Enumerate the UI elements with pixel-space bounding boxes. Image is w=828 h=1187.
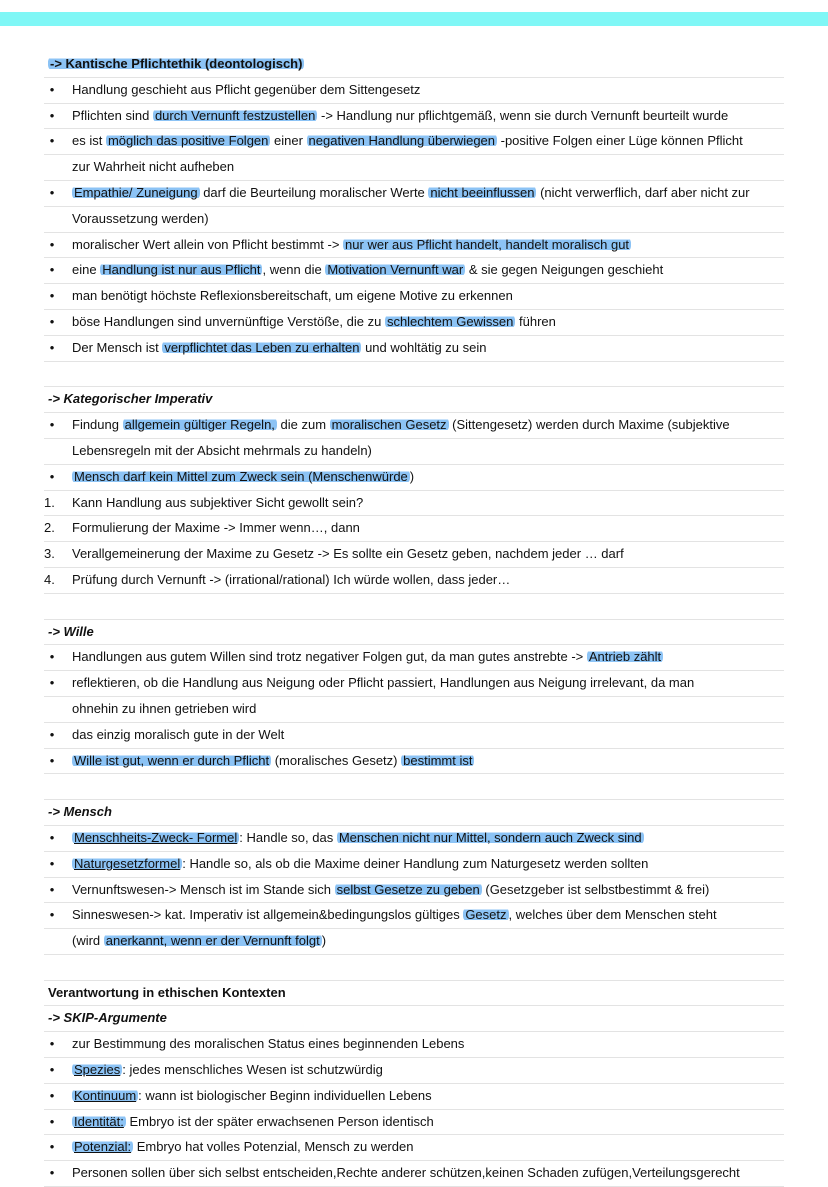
numbered-item bbox=[44, 491, 784, 517]
text-segment: eine bbox=[72, 262, 101, 278]
text-segment: (moralisches Gesetz) bbox=[271, 752, 402, 768]
text-segment: Personen sollen über sich selbst entscheiden,Rechte anderer schützen,keinen Schaden zufügen,Verteilungsgerecht bbox=[72, 1165, 740, 1181]
highlighted-text: Spezies bbox=[74, 1062, 121, 1078]
highlighted-text: schlechtem Gewissen bbox=[386, 313, 514, 329]
list-item: • zur Bestimmung des moralischen Status eines beginnenden Lebens bbox=[44, 1032, 784, 1058]
highlighted-text: Wille ist gut, wenn er durch Pflicht bbox=[74, 752, 270, 768]
text-segment: 4. bbox=[44, 571, 55, 587]
text-segment: moralischer Wert allein von Pflicht bestimmt -> bbox=[72, 236, 344, 252]
text-segment: (wird bbox=[72, 933, 104, 949]
text-segment: -positive Folgen einer Lüge können Pflicht bbox=[497, 133, 743, 149]
blank-line bbox=[44, 955, 784, 981]
text-segment: 1. bbox=[44, 494, 55, 510]
list-item: • böse Handlungen sind unvernünftige Verstöße, die zu schlechtem Gewissen führen bbox=[44, 310, 784, 336]
text-segment: es ist bbox=[72, 133, 106, 149]
highlighted-text: Potenzial: bbox=[74, 1139, 132, 1155]
text-segment: & sie gegen Neigungen geschieht bbox=[465, 262, 664, 278]
list-item: • Handlung geschieht aus Pflicht gegenüber dem Sittengesetz bbox=[44, 78, 784, 104]
text-segment: -> Handlung nur pflichtgemäß, wenn sie durch Vernunft beurteilt wurde bbox=[317, 107, 729, 123]
text-segment: Findung bbox=[72, 417, 123, 433]
list-item-continuation bbox=[44, 439, 784, 465]
highlighted-text: selbst Gesetze zu geben bbox=[336, 881, 480, 897]
section-heading-mensch bbox=[44, 800, 784, 826]
text-segment: Lebensregeln mit der Absicht mehrmals zu handeln) bbox=[72, 442, 372, 458]
highlighted-text: allgemein gültiger Regeln, bbox=[124, 417, 275, 433]
list-item-continuation bbox=[44, 155, 784, 181]
text-segment: Embryo ist der später erwachsenen Person identisch bbox=[125, 1113, 434, 1129]
text-segment: man benötigt höchste Reflexionsbereitschaft, um eigene Motive zu erkennen bbox=[72, 288, 513, 304]
numbered-item bbox=[44, 516, 784, 542]
list-item: • Findung allgemein gültiger Regeln, die zum moralischen Gesetz (Sittengesetz) werden durch Maxime (subjektive bbox=[44, 413, 784, 439]
text-segment: -> Wille bbox=[48, 623, 94, 639]
list-item: • Vernunftswesen-> Mensch ist im Stande sich selbst Gesetze zu geben (Gesetzgeber ist selbstbestimmt & frei) bbox=[44, 878, 784, 904]
highlighted-text: moralischen Gesetz bbox=[331, 417, 447, 433]
highlighted-text: Mensch darf kein Mittel zum Zweck sein (Menschenwürde bbox=[74, 468, 408, 484]
notes-page bbox=[0, 52, 828, 1187]
list-item: • Personen sollen über sich selbst entscheiden,Rechte anderer schützen,keinen Schaden zufügen,Verteilungsgerecht bbox=[44, 1161, 784, 1187]
text-segment: -> Kategorischer Imperativ bbox=[48, 391, 213, 407]
section-heading-pflichtethik bbox=[44, 52, 784, 78]
list-item: • reflektieren, ob die Handlung aus Neigung oder Pflicht passiert, Handlungen aus Neigung irrelevant, da man bbox=[44, 671, 784, 697]
highlighted-text: Gesetz bbox=[465, 907, 507, 923]
text-segment: : wann ist biologischer Beginn individuellen Lebens bbox=[138, 1087, 432, 1103]
text-segment: führen bbox=[515, 313, 556, 329]
text-segment: Vernunftswesen-> Mensch ist im Stande sich bbox=[72, 881, 335, 897]
highlighted-text: Menschen nicht nur Mittel, sondern auch Zweck sind bbox=[338, 829, 642, 845]
text-segment: einer bbox=[270, 133, 307, 149]
section-heading-wille bbox=[44, 620, 784, 646]
text-segment: , welches über dem Menschen steht bbox=[508, 907, 717, 923]
text-segment: (Gesetzgeber ist selbstbestimmt & frei) bbox=[481, 881, 710, 897]
text-segment: ) bbox=[409, 468, 415, 484]
list-item: • Sinneswesen-> kat. Imperativ ist allgemein&bedingungslos gültiges Gesetz , welches über dem Menschen steht bbox=[44, 903, 784, 929]
list-item: • Der Mensch ist verpflichtet das Leben zu erhalten und wohltätig zu sein bbox=[44, 336, 784, 362]
highlighted-text: Handlung ist nur aus Pflicht bbox=[102, 262, 261, 278]
text-segment: und wohltätig zu sein bbox=[361, 339, 487, 355]
list-item: • Empathie/ Zuneigung darf die Beurteilung moralischer Werte nicht beeinflussen (nicht verwerflich, darf aber nicht zur bbox=[44, 181, 784, 207]
list-item: • Pflichten sind durch Vernunft festzustellen -> Handlung nur pflichtgemäß, wenn sie durch Vernunft beurteilt wurde bbox=[44, 104, 784, 130]
highlighted-text: nicht beeinflussen bbox=[430, 184, 535, 200]
text-segment: -> SKIP-Argumente bbox=[48, 1010, 167, 1026]
text-segment: ) bbox=[321, 933, 327, 949]
text-segment: Prüfung durch Vernunft -> (irrational/rational) Ich würde wollen, dass jeder… bbox=[72, 571, 511, 587]
highlighted-text: negativen Handlung überwiegen bbox=[308, 133, 496, 149]
text-segment: darf die Beurteilung moralischer Werte bbox=[199, 184, 429, 200]
top-color-bar bbox=[0, 12, 828, 26]
highlighted-text: Identität: bbox=[74, 1113, 124, 1129]
highlighted-text: Menschheits-Zweck- Formel bbox=[74, 829, 238, 845]
text-segment: 2. bbox=[44, 520, 55, 536]
list-item: • moralischer Wert allein von Pflicht bestimmt -> nur wer aus Pflicht handelt, handelt moralisch gut bbox=[44, 233, 784, 259]
text-segment: die zum bbox=[276, 417, 330, 433]
text-segment: ohnehin zu ihnen getrieben wird bbox=[72, 700, 257, 716]
text-segment: reflektieren, ob die Handlung aus Neigung oder Pflicht passiert, Handlungen aus Neigung irrelevant, da man bbox=[72, 675, 695, 691]
text-segment: -> Mensch bbox=[48, 804, 112, 820]
text-segment: (Sittengesetz) werden durch Maxime (subjektive bbox=[448, 417, 730, 433]
text-segment: : Handle so, das bbox=[239, 829, 337, 845]
text-segment: Handlung geschieht aus Pflicht gegenüber dem Sittengesetz bbox=[72, 81, 421, 97]
text-segment: Formulierung der Maxime -> Immer wenn…, dann bbox=[72, 520, 360, 536]
text-segment: : Handle so, als ob die Maxime deiner Handlung zum Naturgesetz werden sollten bbox=[182, 855, 649, 871]
numbered-item bbox=[44, 542, 784, 568]
text-segment: Pflichten sind bbox=[72, 107, 153, 123]
highlighted-text: Kontinuum bbox=[74, 1087, 137, 1103]
blank-line bbox=[44, 362, 784, 388]
highlighted-text: -> Kantische Pflichtethik (deontologisch) bbox=[50, 56, 303, 71]
list-item: • das einzig moralisch gute in der Welt bbox=[44, 723, 784, 749]
section-heading-skip bbox=[44, 1006, 784, 1032]
text-segment: (nicht verwerflich, darf aber nicht zur bbox=[536, 184, 750, 200]
list-item: • Menschheits-Zweck- Formel : Handle so, das Menschen nicht nur Mittel, sondern auch Zweck sind bbox=[44, 826, 784, 852]
list-item: • Kontinuum : wann ist biologischer Beginn individuellen Lebens bbox=[44, 1084, 784, 1110]
blank-line bbox=[44, 594, 784, 620]
highlighted-text: möglich das positive Folgen bbox=[107, 133, 269, 149]
highlighted-text: bestimmt ist bbox=[403, 752, 473, 768]
list-item: • Naturgesetzformel : Handle so, als ob die Maxime deiner Handlung zum Naturgesetz werden sollten bbox=[44, 852, 784, 878]
text-segment: Kann Handlung aus subjektiver Sicht gewollt sein? bbox=[72, 494, 364, 510]
list-item: • man benötigt höchste Reflexionsbereitschaft, um eigene Motive zu erkennen bbox=[44, 284, 784, 310]
list-item: • Mensch darf kein Mittel zum Zweck sein (Menschenwürde ) bbox=[44, 465, 784, 491]
text-segment: zur Bestimmung des moralischen Status eines beginnenden Lebens bbox=[72, 1036, 465, 1052]
highlighted-text: anerkannt, wenn er der Vernunft folgt bbox=[105, 933, 320, 949]
section-title-verantwortung bbox=[44, 981, 784, 1007]
text-segment: Handlungen aus gutem Willen sind trotz negativer Folgen gut, da man gutes anstrebte -> bbox=[72, 649, 587, 665]
list-item-continuation bbox=[44, 929, 784, 955]
highlighted-text: verpflichtet das Leben zu erhalten bbox=[164, 339, 360, 355]
text-segment: : jedes menschliches Wesen ist schutzwürdig bbox=[122, 1062, 383, 1078]
text-segment: Voraussetzung werden) bbox=[72, 210, 209, 226]
numbered-item bbox=[44, 568, 784, 594]
text-segment: , wenn die bbox=[262, 262, 326, 278]
list-item: • Spezies : jedes menschliches Wesen ist schutzwürdig bbox=[44, 1058, 784, 1084]
text-segment: das einzig moralisch gute in der Welt bbox=[72, 726, 285, 742]
highlighted-text: durch Vernunft festzustellen bbox=[154, 107, 316, 123]
highlighted-text: Motivation Vernunft war bbox=[327, 262, 464, 278]
text-segment: Der Mensch ist bbox=[72, 339, 163, 355]
list-item: • Potenzial: Embryo hat volles Potenzial, Mensch zu werden bbox=[44, 1135, 784, 1161]
list-item: • Identität: Embryo ist der später erwachsenen Person identisch bbox=[44, 1110, 784, 1136]
section-heading-kategorischer-imperativ bbox=[44, 387, 784, 413]
text-segment: zur Wahrheit nicht aufheben bbox=[72, 159, 235, 175]
text-segment: Sinneswesen-> kat. Imperativ ist allgemein&bedingungslos gültiges bbox=[72, 907, 464, 923]
list-item: • Wille ist gut, wenn er durch Pflicht (moralisches Gesetz) bestimmt ist bbox=[44, 749, 784, 775]
list-item: • Handlungen aus gutem Willen sind trotz negativer Folgen gut, da man gutes anstrebte -> Antrieb zählt bbox=[44, 645, 784, 671]
text-segment: Verantwortung in ethischen Kontexten bbox=[48, 984, 286, 1000]
list-item-continuation bbox=[44, 207, 784, 233]
highlighted-text: Antrieb zählt bbox=[588, 649, 662, 665]
text-segment: böse Handlungen sind unvernünftige Verstöße, die zu bbox=[72, 313, 385, 329]
blank-line bbox=[44, 774, 784, 800]
text-segment: Verallgemeinerung der Maxime zu Gesetz -> Es sollte ein Gesetz geben, nachdem jeder … darf bbox=[72, 546, 624, 562]
highlighted-text: nur wer aus Pflicht handelt, handelt moralisch gut bbox=[345, 236, 630, 252]
text-segment: Embryo hat volles Potenzial, Mensch zu werden bbox=[133, 1139, 414, 1155]
text-segment: 3. bbox=[44, 546, 55, 562]
list-item: • es ist möglich das positive Folgen einer negativen Handlung überwiegen -positive Folgen einer Lüge können Pflicht bbox=[44, 129, 784, 155]
highlighted-text: Naturgesetzformel bbox=[74, 855, 181, 871]
list-item-continuation bbox=[44, 697, 784, 723]
list-item: • eine Handlung ist nur aus Pflicht , wenn die Motivation Vernunft war & sie gegen Neigungen geschieht bbox=[44, 258, 784, 284]
highlighted-text: Empathie/ Zuneigung bbox=[74, 184, 198, 200]
